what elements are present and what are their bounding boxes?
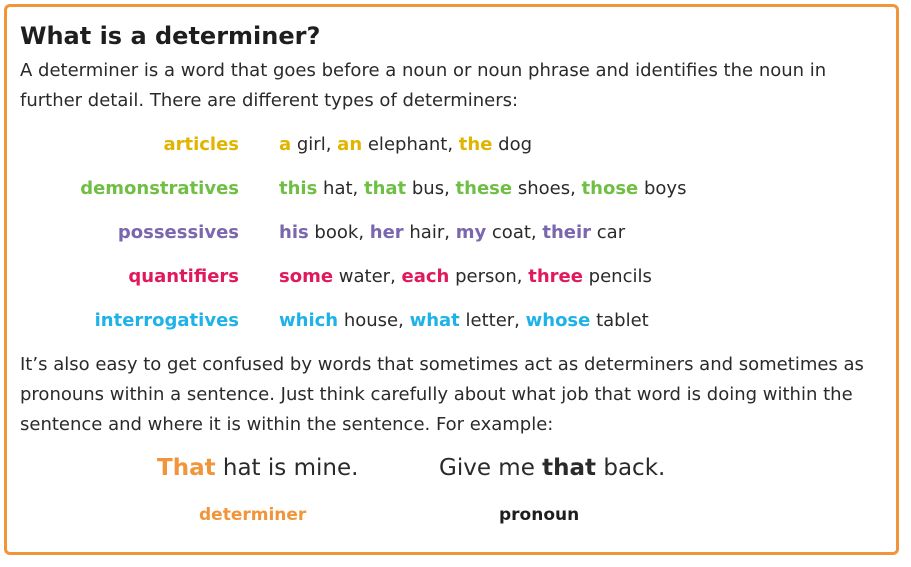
separator: , <box>390 266 402 287</box>
determiner-type-label: quantifiers <box>128 266 239 287</box>
determiner-type-label: possessives <box>117 222 239 243</box>
noun-word: dog <box>492 134 533 155</box>
determiner-word: an <box>337 134 363 155</box>
example-after-text: back. <box>596 455 666 481</box>
determiner-word: three <box>528 266 583 287</box>
noun-word: girl <box>291 134 326 155</box>
example-highlight-word: that <box>542 455 597 481</box>
determiner-examples <box>279 306 649 336</box>
noun-word: coat <box>486 222 531 243</box>
noun-word: letter <box>459 310 515 331</box>
noun-word: book <box>308 222 359 243</box>
example-before-text: Give me <box>439 455 543 481</box>
determiner-type-row-demonstratives <box>0 174 911 204</box>
determiner-word: which <box>279 310 339 331</box>
determiner-examples <box>279 262 652 292</box>
explanation-paragraph: It’s also easy to get confused by words that sometimes act as determiners and sometimes as pronouns within a sentence. Just think carefully about what job that word is doing within the sentence and where it is within the sentence. For example: <box>20 354 864 435</box>
determiner-word: a <box>279 134 292 155</box>
separator: , <box>530 222 543 243</box>
determiner-word: these <box>455 178 513 199</box>
noun-word: pencils <box>582 266 652 287</box>
noun-word: elephant <box>362 134 448 155</box>
noun-word: shoes <box>512 178 571 199</box>
separator: , <box>570 178 582 199</box>
determiner-type-label: demonstratives <box>80 178 239 199</box>
determiner-word: those <box>581 178 639 199</box>
determiner-word: her <box>369 222 404 243</box>
separator: , <box>514 310 526 331</box>
example-rest-text: hat is mine. <box>215 455 359 481</box>
label-pronoun: pronoun <box>499 505 580 525</box>
separator: , <box>398 310 410 331</box>
determiner-word: some <box>279 266 334 287</box>
noun-word: house <box>338 310 399 331</box>
noun-word: hair <box>403 222 445 243</box>
determiner-word: that <box>363 178 407 199</box>
noun-word: person <box>449 266 517 287</box>
determiner-word: my <box>455 222 487 243</box>
determiner-word: each <box>401 266 450 287</box>
label-determiner: determiner <box>199 505 307 525</box>
noun-word: boys <box>638 178 687 199</box>
determiner-word: the <box>458 134 493 155</box>
determiner-type-row-articles <box>0 130 911 160</box>
separator: , <box>352 178 364 199</box>
determiner-word: their <box>542 222 592 243</box>
example-highlight-word: That <box>157 455 216 481</box>
determiner-word: this <box>279 178 318 199</box>
separator: , <box>447 134 459 155</box>
separator: , <box>516 266 529 287</box>
determiner-examples <box>279 218 625 248</box>
determiner-word: his <box>279 222 309 243</box>
noun-word: tablet <box>590 310 649 331</box>
determiner-examples <box>279 130 532 160</box>
separator: , <box>444 222 456 243</box>
determiner-type-row-possessives <box>0 218 911 248</box>
determiner-type-label: interrogatives <box>94 310 239 331</box>
determiner-word: whose <box>525 310 591 331</box>
noun-word: car <box>591 222 626 243</box>
noun-word: hat <box>317 178 353 199</box>
page-title: What is a determiner? <box>20 22 321 50</box>
separator: , <box>444 178 456 199</box>
separator: , <box>325 134 338 155</box>
determiner-examples <box>279 174 686 204</box>
intro-paragraph: A determiner is a word that goes before a noun or noun phrase and identifies the noun in further detail. There are different types of determiners: <box>20 60 827 111</box>
determiner-word: what <box>409 310 460 331</box>
example-sentence-pronoun <box>439 452 665 484</box>
separator: , <box>358 222 370 243</box>
determiner-type-label: articles <box>163 134 239 155</box>
noun-word: bus <box>406 178 445 199</box>
example-sentence-determiner <box>157 452 358 484</box>
noun-word: water <box>333 266 391 287</box>
determiner-type-row-interrogatives <box>0 306 911 336</box>
determiner-type-row-quantifiers <box>0 262 911 292</box>
